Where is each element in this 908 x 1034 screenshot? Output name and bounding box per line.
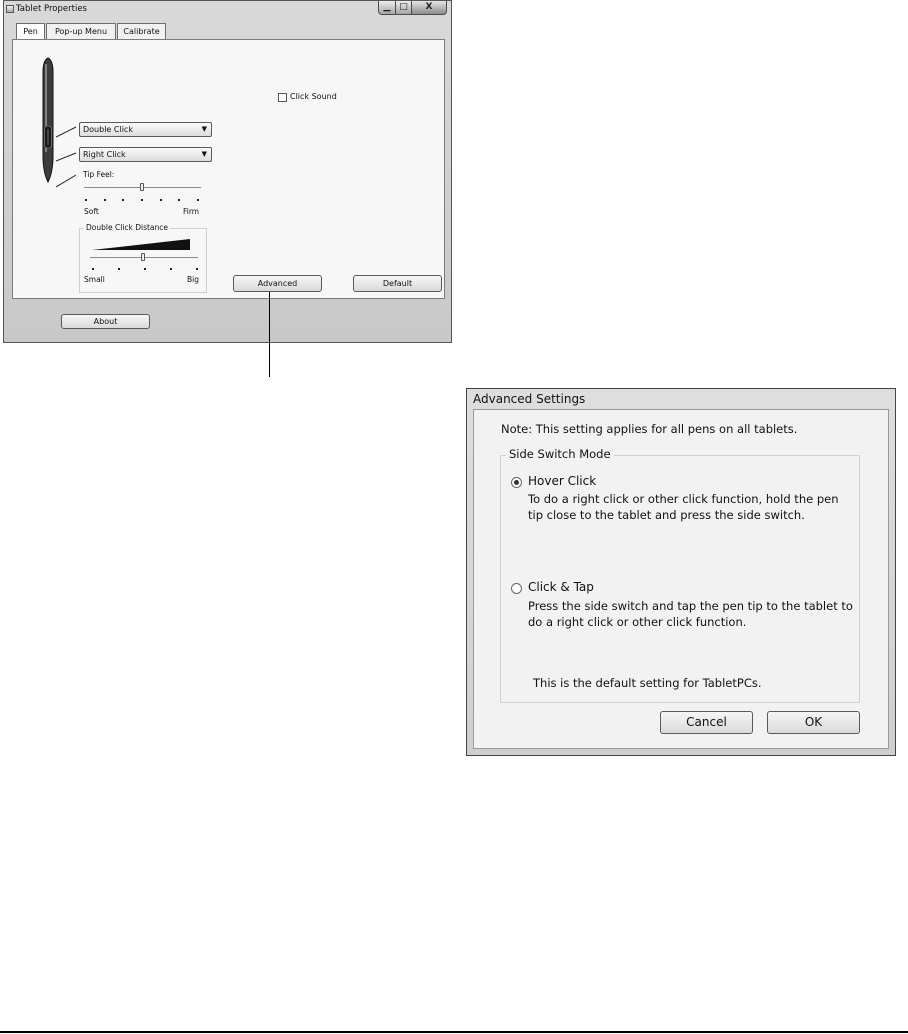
- tip-feel-label: Tip Feel:: [83, 170, 115, 179]
- close-button[interactable]: X: [411, 1, 447, 15]
- slider-tick: [122, 199, 124, 201]
- tab-pen[interactable]: Pen: [16, 23, 45, 40]
- window-title: Tablet Properties: [16, 4, 87, 14]
- tab-calibrate[interactable]: Calibrate: [117, 23, 166, 39]
- dropdown-value: Right Click: [83, 150, 126, 159]
- note-text: Note: This setting applies for all pens on all tablets.: [501, 422, 798, 436]
- description-line: Press the side switch and tap the pen tip to the tablet to: [528, 599, 853, 613]
- upper-side-switch-dropdown[interactable]: [79, 122, 212, 137]
- dropdown-value: Double Click: [83, 125, 133, 134]
- hover-click-label[interactable]: Hover Click: [528, 474, 597, 488]
- slider-tick: [197, 199, 199, 201]
- double-click-distance-min-label: Small: [84, 275, 105, 284]
- double-click-distance-label: Double Click Distance: [86, 223, 169, 232]
- slider-tick: [178, 199, 180, 201]
- slider-tick: [92, 268, 94, 270]
- hover-click-radio[interactable]: [511, 477, 522, 488]
- slider-tick: [85, 199, 87, 201]
- lower-side-switch-dropdown[interactable]: [79, 147, 212, 162]
- app-icon: [6, 5, 14, 13]
- distance-wedge-icon: [92, 239, 190, 251]
- slider-tick: [141, 199, 143, 201]
- slider-tick: [160, 199, 162, 201]
- slider-tick: [104, 199, 106, 201]
- click-sound-checkbox[interactable]: [278, 93, 287, 102]
- default-button[interactable]: Default: [353, 275, 442, 292]
- double-click-distance-slider-thumb[interactable]: [141, 253, 145, 261]
- click-and-tap-label[interactable]: Click & Tap: [528, 580, 594, 594]
- click-and-tap-description: [528, 598, 858, 630]
- tip-feel-max-label: Firm: [183, 207, 200, 216]
- pen-icon: [38, 56, 58, 184]
- ok-button[interactable]: OK: [767, 711, 860, 734]
- slider-tick: [118, 268, 120, 270]
- dialog-title: Advanced Settings: [473, 392, 586, 406]
- cancel-button[interactable]: Cancel: [660, 711, 753, 734]
- description-line: To do a right click or other click function, hold the pen: [528, 492, 839, 506]
- advanced-button[interactable]: Advanced: [233, 275, 322, 292]
- title-bar[interactable]: [4, 1, 451, 18]
- slider-tick: [196, 268, 198, 270]
- hover-click-description: [528, 491, 858, 523]
- callout-connector-line: [269, 292, 270, 377]
- chevron-down-icon: ▼: [201, 150, 207, 158]
- tab-popup-menu[interactable]: Pop-up Menu: [46, 23, 116, 39]
- tip-feel-slider-thumb[interactable]: [140, 183, 144, 191]
- about-button[interactable]: About: [61, 314, 150, 329]
- description-line: do a right click or other click function.: [528, 615, 747, 629]
- side-switch-mode-label: Side Switch Mode: [506, 447, 614, 461]
- chevron-down-icon: ▼: [201, 125, 207, 133]
- default-setting-note: This is the default setting for TabletPCs.: [533, 676, 762, 690]
- maximize-button[interactable]: □: [395, 1, 412, 15]
- page-bottom-rule: [0, 1031, 908, 1033]
- description-line: tip close to the tablet and press the side switch.: [528, 508, 805, 522]
- advanced-settings-dialog: [466, 388, 896, 756]
- slider-tick: [170, 268, 172, 270]
- slider-tick: [144, 268, 146, 270]
- tablet-properties-window: [3, 0, 452, 343]
- tip-feel-min-label: Soft: [84, 207, 99, 216]
- minimize-button[interactable]: ▁: [378, 1, 396, 15]
- double-click-distance-max-label: Big: [187, 275, 199, 284]
- click-sound-label: Click Sound: [290, 92, 337, 101]
- click-and-tap-radio[interactable]: [511, 583, 522, 594]
